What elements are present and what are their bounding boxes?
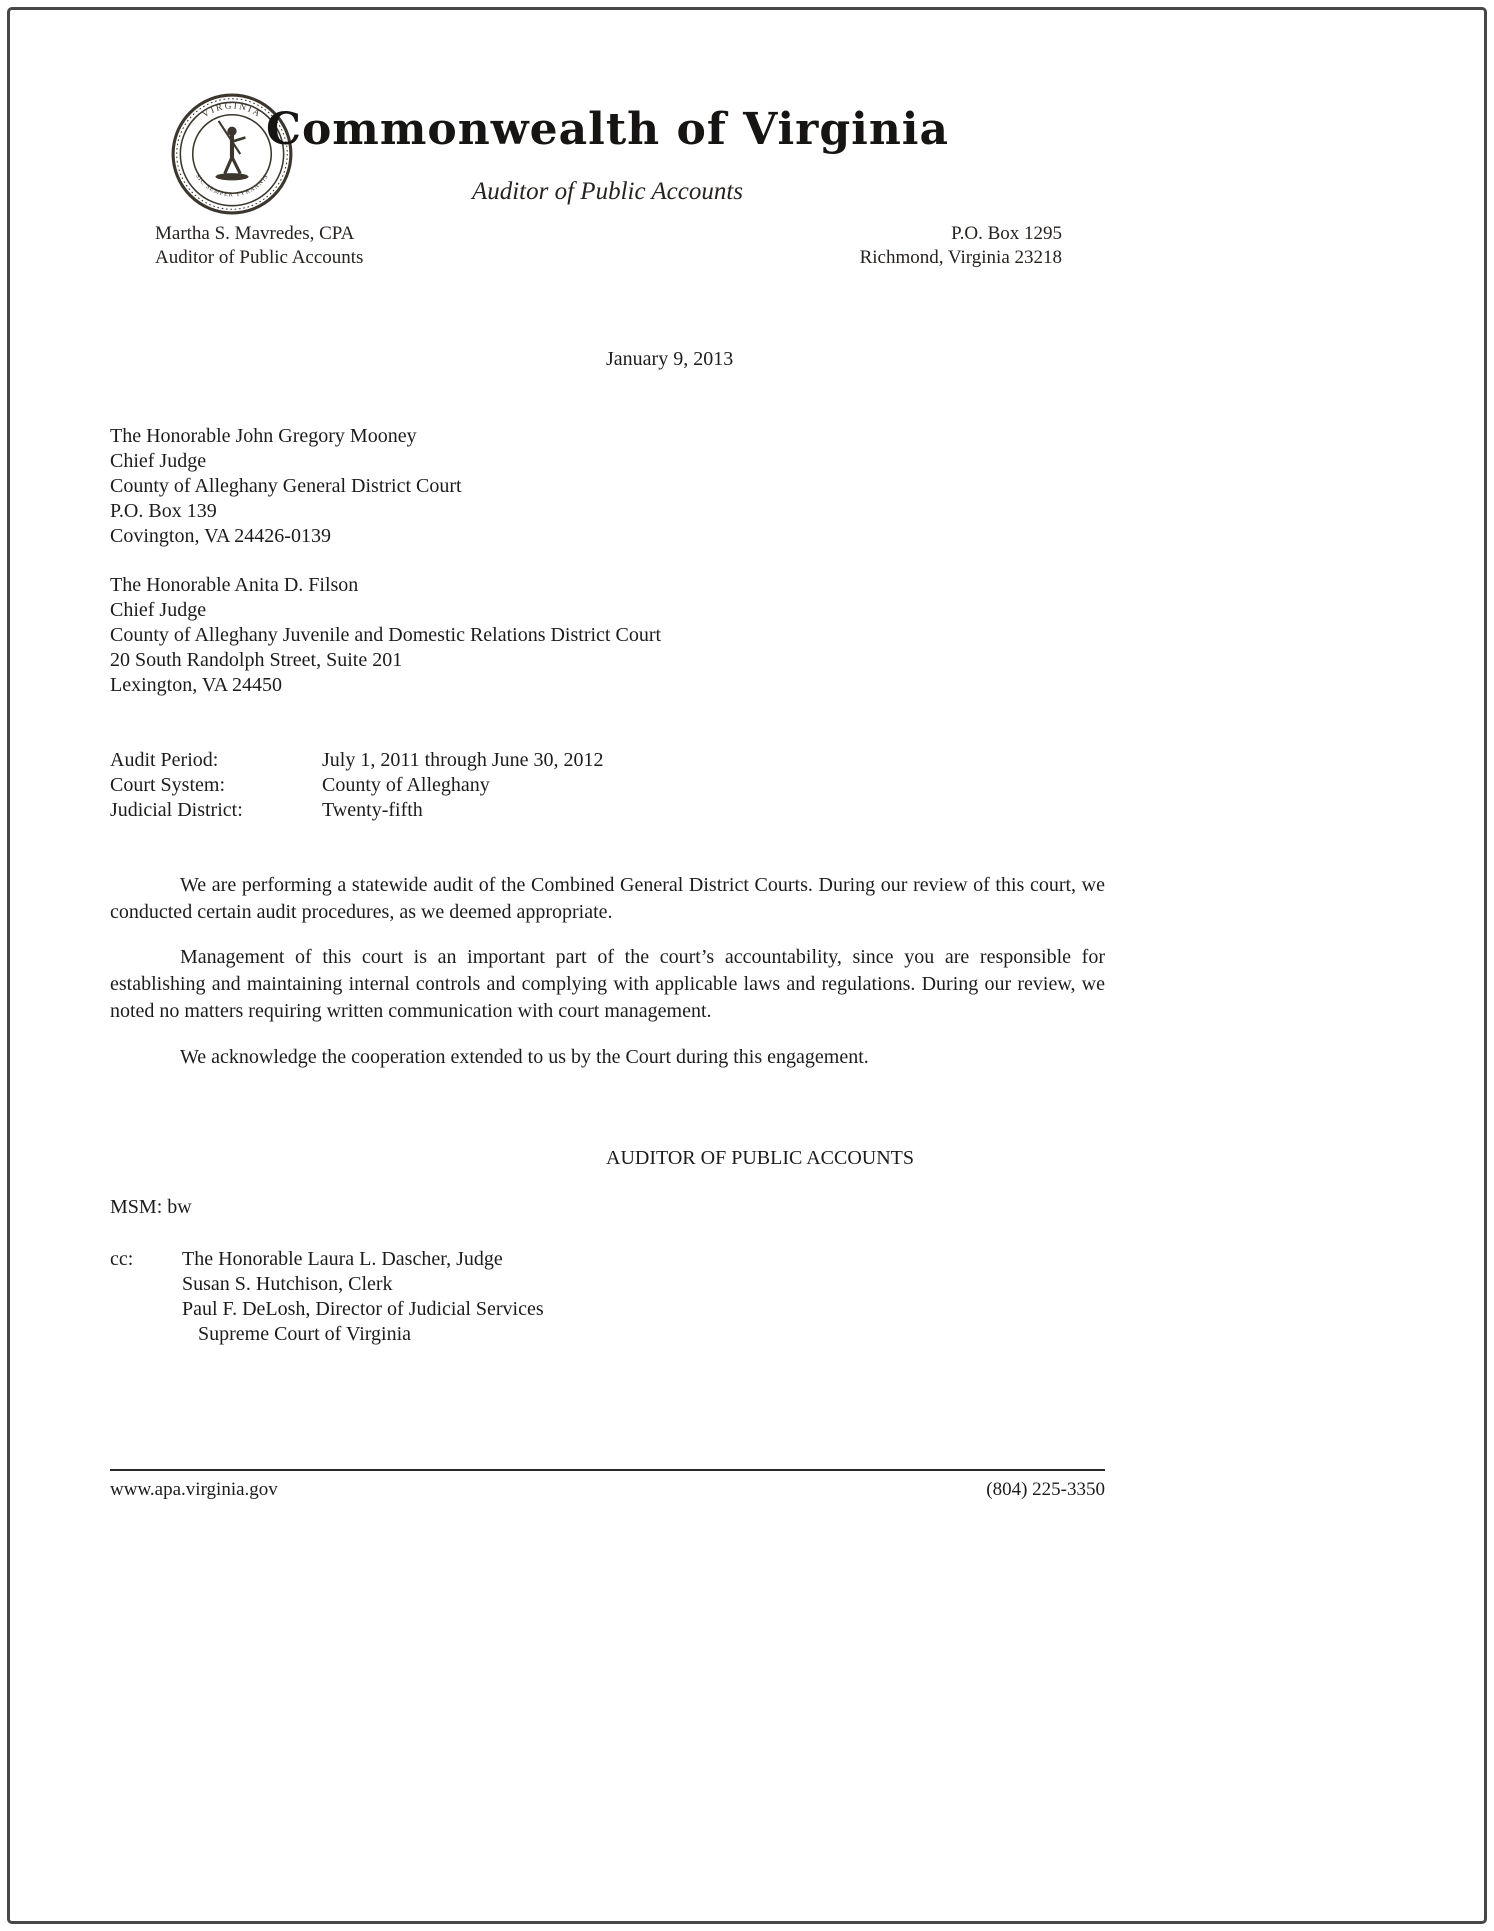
footer bbox=[110, 1479, 1105, 1501]
cc-block bbox=[110, 1247, 544, 1347]
letter-date: January 9, 2013 bbox=[606, 348, 734, 370]
cc-row bbox=[110, 1297, 544, 1322]
svg-text:VIRGINIA: VIRGINIA bbox=[200, 101, 264, 121]
letter-content bbox=[110, 0, 1105, 1931]
recipient-line: The Honorable Anita D. Filson bbox=[110, 574, 359, 596]
audit-label: Court System: bbox=[110, 774, 226, 796]
footer-website: www.apa.virginia.gov bbox=[110, 1479, 278, 1500]
official-name: Martha S. Mavredes, CPA bbox=[155, 223, 355, 244]
signature-org: AUDITOR OF PUBLIC ACCOUNTS bbox=[606, 1147, 915, 1169]
footer-phone: (804) 225-3350 bbox=[986, 1479, 1105, 1500]
audit-row bbox=[110, 773, 603, 798]
recipient-line: Covington, VA 24426-0139 bbox=[110, 525, 331, 547]
footer-divider bbox=[110, 1469, 1105, 1471]
audit-value: Twenty-fifth bbox=[322, 799, 423, 821]
audit-info bbox=[110, 748, 603, 823]
recipient-block-1 bbox=[110, 424, 462, 549]
recipient-line: Chief Judge bbox=[110, 450, 207, 472]
audit-label: Judicial District: bbox=[110, 799, 243, 821]
recipient-line: 20 South Randolph Street, Suite 201 bbox=[110, 649, 403, 671]
recipient-line: The Honorable John Gregory Mooney bbox=[110, 425, 417, 447]
body-paragraph: Management of this court is an important part of the court’s accountability, since you are responsible for establishing and maintaining internal controls and complying with applicable laws and regulations. During our review, we noted no matters requiring written communication with court management. bbox=[110, 946, 1105, 1022]
audit-value: County of Alleghany bbox=[322, 774, 490, 796]
recipient-line: P.O. Box 139 bbox=[110, 500, 217, 522]
letterhead-address-line1: P.O. Box 1295 bbox=[951, 223, 1062, 244]
org-name: Commonwealth of Virginia bbox=[265, 104, 950, 155]
body-paragraph: We are performing a statewide audit of the Combined General District Courts. During our review of this court, we conducted certain audit procedures, as we deemed appropriate. bbox=[110, 874, 1105, 923]
body-paragraph: We acknowledge the cooperation extended to us by the Court during this engagement. bbox=[180, 1046, 869, 1068]
cc-row bbox=[110, 1322, 544, 1347]
letterhead-address-line2: Richmond, Virginia 23218 bbox=[859, 247, 1062, 268]
recipient-line: Chief Judge bbox=[110, 599, 207, 621]
svg-text:SIC SEMPER TYRANNIS: SIC SEMPER TYRANNIS bbox=[193, 172, 271, 199]
cc-name: Susan S. Hutchison, Clerk bbox=[182, 1273, 393, 1295]
cc-name: The Honorable Laura L. Dascher, Judge bbox=[182, 1248, 503, 1270]
audit-row bbox=[110, 748, 603, 773]
cc-name: Paul F. DeLosh, Director of Judicial Services bbox=[182, 1298, 544, 1320]
audit-value: July 1, 2011 through June 30, 2012 bbox=[322, 749, 604, 771]
official-title: Auditor of Public Accounts bbox=[155, 247, 364, 268]
letterhead-address bbox=[860, 222, 1062, 270]
reference-initials: MSM: bw bbox=[110, 1196, 192, 1218]
official-block bbox=[155, 222, 363, 270]
recipient-line: County of Alleghany Juvenile and Domestic Relations District Court bbox=[110, 624, 662, 646]
org-subtitle: Auditor of Public Accounts bbox=[471, 178, 744, 205]
audit-row bbox=[110, 798, 603, 823]
recipient-block-2 bbox=[110, 573, 661, 698]
recipient-line: County of Alleghany General District Court bbox=[110, 475, 462, 497]
cc-row bbox=[110, 1247, 544, 1272]
cc-name: Supreme Court of Virginia bbox=[198, 1323, 412, 1345]
cc-row bbox=[110, 1272, 544, 1297]
audit-label: Audit Period: bbox=[110, 749, 219, 771]
cc-label: cc: bbox=[110, 1248, 134, 1270]
recipient-line: Lexington, VA 24450 bbox=[110, 674, 283, 696]
